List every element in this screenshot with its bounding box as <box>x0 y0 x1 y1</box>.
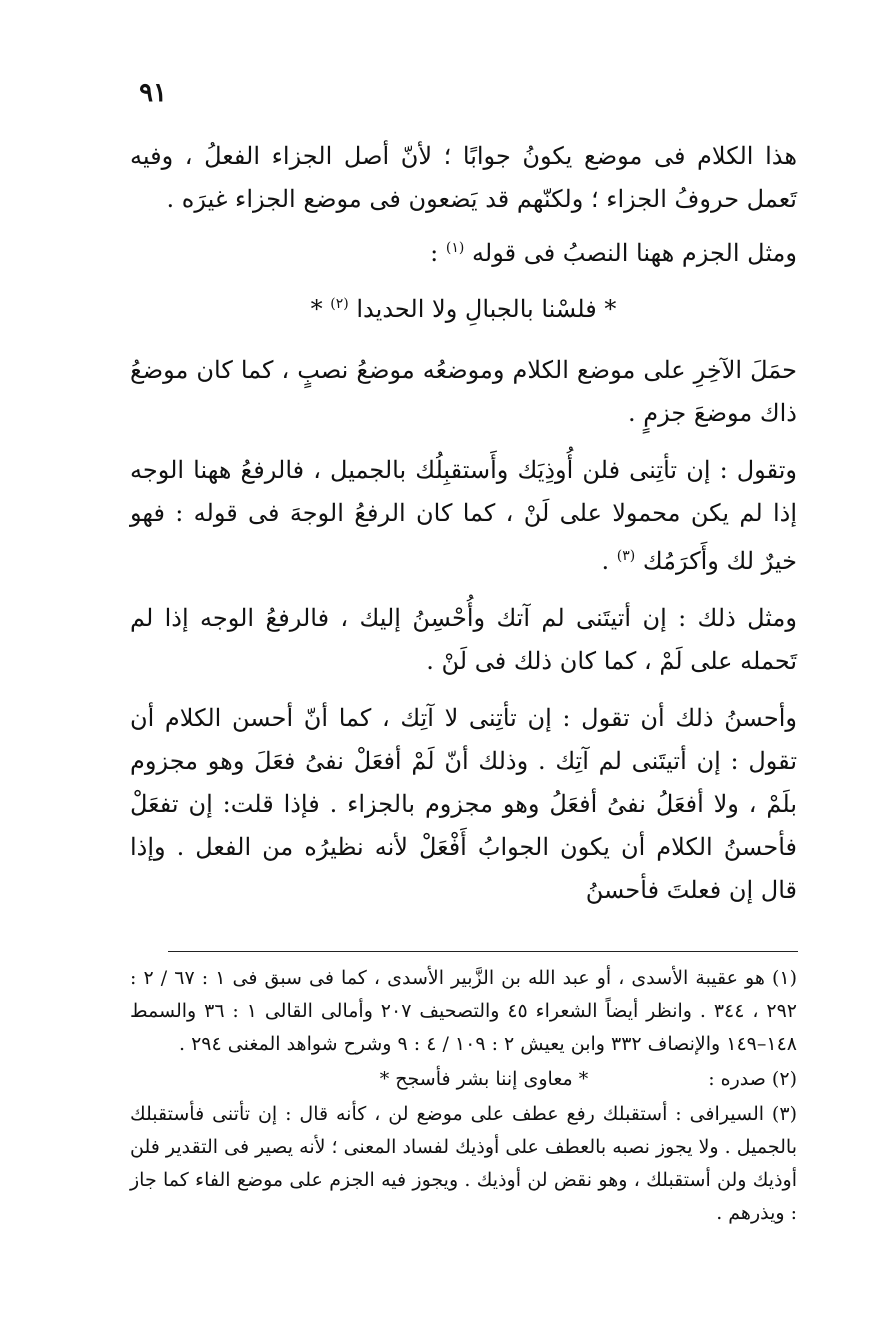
paragraph-2 <box>130 227 797 275</box>
footnotes <box>130 962 797 1232</box>
footnote-ref-1: (١) <box>445 240 465 256</box>
paragraph-2-text: ومثل الجزم ههنا النصبُ فى قوله <box>472 239 797 267</box>
paragraph-3: حمَلَ الآخِرِ على موضع الكلام وموضعُه موضعُ نصبٍ ، كما كان موضعُ ذاك موضعَ جزمٍ . <box>130 356 797 427</box>
main-text <box>130 135 797 926</box>
paragraph-1: هذا الكلام فى موضع يكونُ جوابًا ؛ لأنّ أصل الجزاء الفعلُ ، وفيه تَعمل حروفُ الجزاء ؛ ولكنّهم قد يَضعون فى موضع الجزاء غيرَه . <box>130 142 797 213</box>
footnote-2-verse: * معاوى إننا بشر فأسجح * <box>379 1068 589 1090</box>
page-number: ٩١ <box>139 78 167 108</box>
verse-line <box>130 283 797 331</box>
footnote-3: (٣) السيرافى : أستقبلك رفع عطف على موضع لن ، كأنه قال : إن تأتنى فأستقبلك بالجميل . ولا يجوز نصبه بالعطف على أوذيك لفساد المعنى ؛ لأنه يصير فى التقدير فلن أوذيك ولن أستقبلك ، وهو نقض لن أوذيك . ويجوز فيه الجزم على موضع الفاء كما جاز : ويذرهم . <box>130 1103 797 1224</box>
verse-text: * فلسْنا بالجبالِ ولا الحديدا <box>356 295 617 323</box>
footnote-1: (١) هو عقيبة الأسدى ، أو عبد الله بن الزَّبير الأسدى ، كما فى سبق فى ١ : ٦٧ / ٢ : ٢٩٢ ، ٣٤٤ . وانظر أيضاً الشعراء ٤٥ والتصحيف ٢٠٧ وأمالى القالى ١ : ٣٦ والسمط ١٤٨–١٤٩ والإنصاف ٣٣٢ وابن يعيش ٢ : ١٠٩ / ٤ : ٩ وشرح شواهد المغنى ٢٩٤ . <box>130 967 798 1055</box>
footnote-ref-2: (٢) <box>330 296 349 312</box>
verse-end-star: * <box>310 295 323 323</box>
paragraph-4-text: وتقول : إن تأتِنى فلن أُوذِيَك وأَستقبِلُك بالجميل ، فالرفعُ ههنا الوجه إذا لم يكن محمولا على لَنْ ، كما كان الرفعُ الوجهَ فى قوله : فهو خيرٌ لك وأَكرَمُك <box>130 456 797 575</box>
paragraph-5: ومثل ذلك : إن أتيتَنى لم آتك وأُحْسِنُ إليك ، فالرفعُ الوجه إذا لم تَحمله على لَمْ ، كما كان ذلك فى لَنْ . <box>130 604 797 675</box>
paragraph-4-end: . <box>601 547 610 575</box>
footnote-ref-3: (٣) <box>616 548 636 564</box>
paragraph-2-colon: : <box>430 239 439 267</box>
footnote-2-label: (٢) صدره : <box>708 1068 797 1090</box>
paragraph-4 <box>130 449 797 583</box>
paragraph-6: وأحسنُ ذلك أن تقول : إن تأتِنى لا آتِك ، كما أنّ أحسن الكلام أن تقول : إن أتيتَنى لم آتِك . وذلك أنّ لَمْ أفعَلْ نفىُ فعَلَ وهو مجزوم بلَمْ ، ولا أفعَلُ نفىُ أفعَلُ وهو مجزوم بالجزاء . فإذا قلت: إن تفعَلْ فأحسنُ الكلام أن يكون الجوابُ أَفْعَلْ لأنه نظيرُه من الفعل . وإذا قال إن فعلتَ فأحسنُ <box>130 704 797 904</box>
footnote-divider <box>168 951 798 952</box>
footnote-2 <box>130 1063 797 1096</box>
